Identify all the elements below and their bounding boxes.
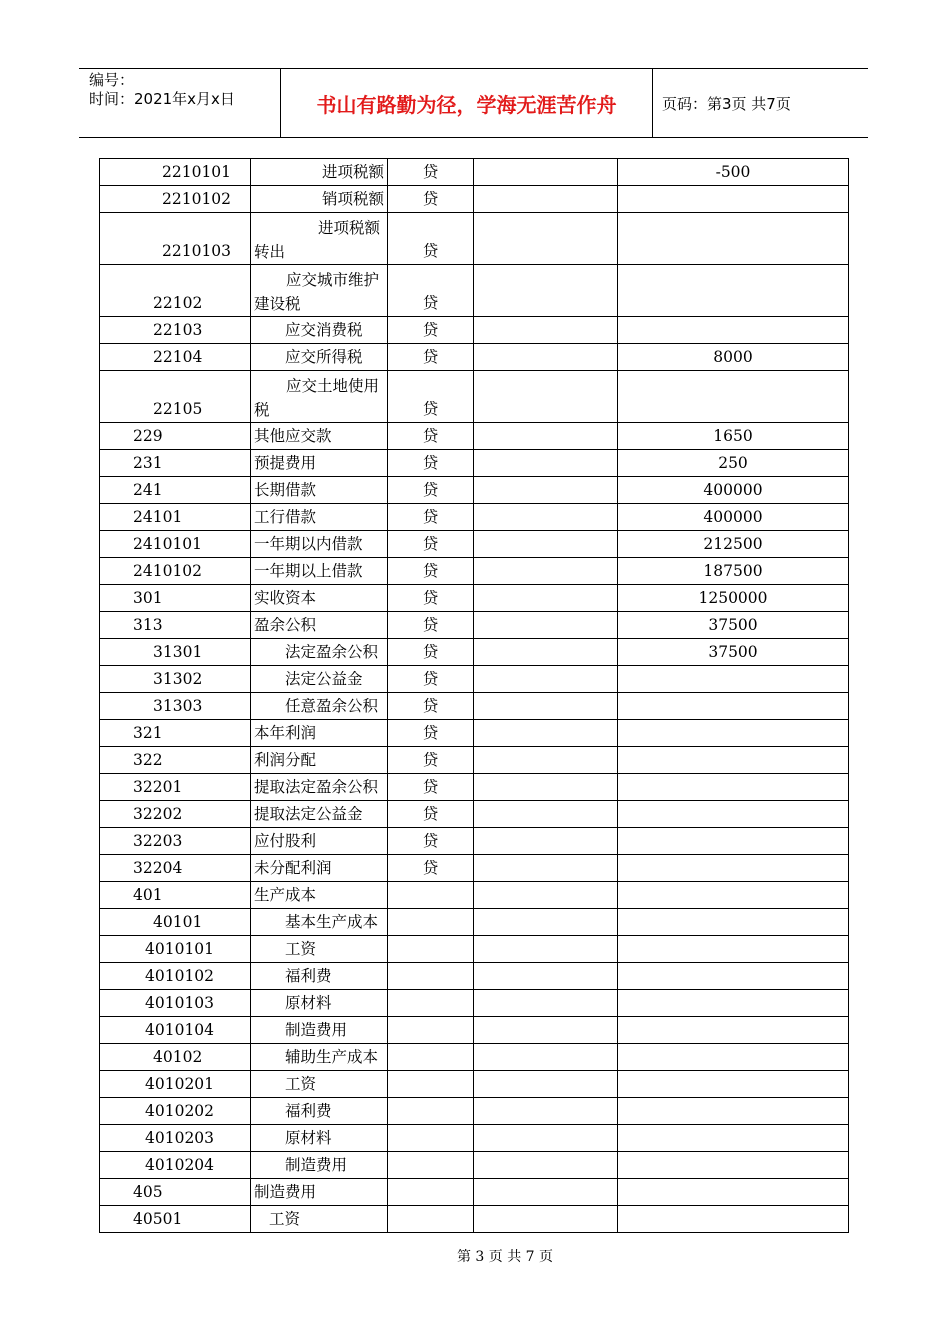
table-row xyxy=(100,774,849,801)
credit-amount: 1650 xyxy=(618,423,849,450)
account-code: 313 xyxy=(100,612,251,639)
credit-amount xyxy=(618,1152,849,1179)
account-code: 22104 xyxy=(100,344,251,371)
account-code: 241 xyxy=(100,477,251,504)
table-row xyxy=(100,265,849,317)
debit-amount xyxy=(474,801,618,828)
account-name: 原材料 xyxy=(251,1125,388,1152)
account-code: 231 xyxy=(100,450,251,477)
account-name: 应交消费税 xyxy=(251,317,388,344)
account-code: 4010201 xyxy=(100,1071,251,1098)
balance-direction: 贷 xyxy=(388,639,474,666)
balance-direction xyxy=(388,1044,474,1071)
credit-amount: 212500 xyxy=(618,531,849,558)
balance-direction: 贷 xyxy=(388,186,474,213)
table-row xyxy=(100,666,849,693)
balance-direction: 贷 xyxy=(388,612,474,639)
account-name-text: 进项税额转出 xyxy=(254,219,381,261)
account-name: 长期借款 xyxy=(251,477,388,504)
credit-amount xyxy=(618,828,849,855)
account-code: 24101 xyxy=(100,504,251,531)
balance-direction: 贷 xyxy=(388,213,474,265)
account-name: 实收资本 xyxy=(251,585,388,612)
account-code: 4010204 xyxy=(100,1152,251,1179)
account-code: 22102 xyxy=(100,265,251,317)
credit-amount xyxy=(618,936,849,963)
credit-amount xyxy=(618,774,849,801)
balance-direction xyxy=(388,1125,474,1152)
account-code: 2210103 xyxy=(100,213,251,265)
account-code: 2410102 xyxy=(100,558,251,585)
credit-amount xyxy=(618,317,849,344)
debit-amount xyxy=(474,936,618,963)
document-time-label: 时间：2021年x月x日 xyxy=(89,90,235,108)
table-row xyxy=(100,1044,849,1071)
balance-direction: 贷 xyxy=(388,774,474,801)
balance-direction: 贷 xyxy=(388,344,474,371)
table-row xyxy=(100,936,849,963)
table-row xyxy=(100,909,849,936)
account-name: 本年利润 xyxy=(251,720,388,747)
debit-amount xyxy=(474,855,618,882)
table-row xyxy=(100,159,849,186)
account-name: 福利费 xyxy=(251,963,388,990)
balance-direction xyxy=(388,1152,474,1179)
debit-amount xyxy=(474,450,618,477)
debit-amount xyxy=(474,585,618,612)
credit-amount xyxy=(618,909,849,936)
account-name: 提取法定公益金 xyxy=(251,801,388,828)
balance-direction: 贷 xyxy=(388,477,474,504)
credit-amount: 8000 xyxy=(618,344,849,371)
table-row xyxy=(100,1206,849,1233)
balance-direction xyxy=(388,936,474,963)
debit-amount xyxy=(474,747,618,774)
credit-amount xyxy=(618,693,849,720)
debit-amount xyxy=(474,1152,618,1179)
debit-amount xyxy=(474,774,618,801)
credit-amount xyxy=(618,747,849,774)
debit-amount xyxy=(474,213,618,265)
balance-direction: 贷 xyxy=(388,371,474,423)
account-name: 制造费用 xyxy=(251,1179,388,1206)
table-row xyxy=(100,1071,849,1098)
credit-amount xyxy=(618,1125,849,1152)
balance-direction: 贷 xyxy=(388,855,474,882)
credit-amount xyxy=(618,371,849,423)
account-code: 4010101 xyxy=(100,936,251,963)
header-page-info: 页码：第3页 共7页 xyxy=(662,95,791,113)
credit-amount: -500 xyxy=(618,159,849,186)
account-name: 进项税额 xyxy=(251,159,388,186)
credit-amount xyxy=(618,963,849,990)
account-name: 辅助生产成本 xyxy=(251,1044,388,1071)
table-row xyxy=(100,1098,849,1125)
table-row xyxy=(100,531,849,558)
balance-direction xyxy=(388,1206,474,1233)
debit-amount xyxy=(474,265,618,317)
account-code: 32204 xyxy=(100,855,251,882)
table-row xyxy=(100,1152,849,1179)
account-name: 法定公益金 xyxy=(251,666,388,693)
account-code: 405 xyxy=(100,1179,251,1206)
account-code: 22105 xyxy=(100,371,251,423)
credit-amount xyxy=(618,265,849,317)
balance-direction: 贷 xyxy=(388,747,474,774)
balance-direction xyxy=(388,1098,474,1125)
debit-amount xyxy=(474,317,618,344)
balance-direction: 贷 xyxy=(388,828,474,855)
credit-amount xyxy=(618,801,849,828)
debit-amount xyxy=(474,1206,618,1233)
account-name-text: 应交土地使用税 xyxy=(254,377,380,419)
header-divider xyxy=(652,69,653,137)
credit-amount: 37500 xyxy=(618,639,849,666)
balance-direction xyxy=(388,1017,474,1044)
debit-amount xyxy=(474,423,618,450)
table-row xyxy=(100,1179,849,1206)
credit-amount xyxy=(618,666,849,693)
account-code: 40501 xyxy=(100,1206,251,1233)
account-name: 应付股利 xyxy=(251,828,388,855)
table-row xyxy=(100,882,849,909)
credit-amount xyxy=(618,720,849,747)
debit-amount xyxy=(474,639,618,666)
debit-amount xyxy=(474,666,618,693)
account-name xyxy=(251,213,388,265)
account-name: 其他应交款 xyxy=(251,423,388,450)
account-code: 401 xyxy=(100,882,251,909)
account-code: 31301 xyxy=(100,639,251,666)
table-row xyxy=(100,450,849,477)
table-row xyxy=(100,990,849,1017)
account-code: 32201 xyxy=(100,774,251,801)
balance-direction: 贷 xyxy=(388,558,474,585)
debit-amount xyxy=(474,828,618,855)
account-code: 322 xyxy=(100,747,251,774)
credit-amount xyxy=(618,1098,849,1125)
debit-amount xyxy=(474,558,618,585)
credit-amount xyxy=(618,882,849,909)
account-name: 原材料 xyxy=(251,990,388,1017)
balance-direction: 贷 xyxy=(388,720,474,747)
account-code: 229 xyxy=(100,423,251,450)
debit-amount xyxy=(474,1098,618,1125)
balance-direction: 贷 xyxy=(388,450,474,477)
account-name: 预提费用 xyxy=(251,450,388,477)
account-name: 工资 xyxy=(251,936,388,963)
account-code: 4010103 xyxy=(100,990,251,1017)
debit-amount xyxy=(474,186,618,213)
account-name: 一年期以上借款 xyxy=(251,558,388,585)
balance-direction: 贷 xyxy=(388,504,474,531)
account-code: 2210101 xyxy=(100,159,251,186)
debit-amount xyxy=(474,612,618,639)
account-code: 4010102 xyxy=(100,963,251,990)
account-code: 22103 xyxy=(100,317,251,344)
credit-amount xyxy=(618,1017,849,1044)
table-row xyxy=(100,344,849,371)
account-name: 盈余公积 xyxy=(251,612,388,639)
debit-amount xyxy=(474,344,618,371)
credit-amount xyxy=(618,855,849,882)
debit-amount xyxy=(474,693,618,720)
table-row xyxy=(100,720,849,747)
balance-direction: 贷 xyxy=(388,531,474,558)
table-row xyxy=(100,558,849,585)
table-row xyxy=(100,828,849,855)
debit-amount xyxy=(474,1044,618,1071)
balance-direction xyxy=(388,1071,474,1098)
account-name: 制造费用 xyxy=(251,1017,388,1044)
account-name: 生产成本 xyxy=(251,882,388,909)
account-code: 4010203 xyxy=(100,1125,251,1152)
account-code: 32202 xyxy=(100,801,251,828)
table-row xyxy=(100,801,849,828)
balance-direction: 贷 xyxy=(388,159,474,186)
account-code: 4010104 xyxy=(100,1017,251,1044)
credit-amount: 1250000 xyxy=(618,585,849,612)
debit-amount xyxy=(474,1071,618,1098)
account-name xyxy=(251,265,388,317)
debit-amount xyxy=(474,720,618,747)
balance-direction xyxy=(388,909,474,936)
account-code: 4010202 xyxy=(100,1098,251,1125)
table-row xyxy=(100,477,849,504)
balance-direction: 贷 xyxy=(388,265,474,317)
accounts-table xyxy=(99,158,849,1233)
credit-amount: 400000 xyxy=(618,504,849,531)
credit-amount xyxy=(618,186,849,213)
document-number-label: 编号： xyxy=(89,71,135,89)
balance-direction: 贷 xyxy=(388,317,474,344)
account-code: 2210102 xyxy=(100,186,251,213)
debit-amount xyxy=(474,159,618,186)
balance-direction xyxy=(388,882,474,909)
credit-amount xyxy=(618,1071,849,1098)
table-row xyxy=(100,504,849,531)
account-name: 销项税额 xyxy=(251,186,388,213)
account-name xyxy=(251,371,388,423)
debit-amount xyxy=(474,477,618,504)
debit-amount xyxy=(474,1125,618,1152)
account-code: 40101 xyxy=(100,909,251,936)
debit-amount xyxy=(474,1017,618,1044)
account-name: 应交所得税 xyxy=(251,344,388,371)
account-code: 31303 xyxy=(100,693,251,720)
account-name: 法定盈余公积 xyxy=(251,639,388,666)
account-code: 32203 xyxy=(100,828,251,855)
debit-amount xyxy=(474,963,618,990)
table-row xyxy=(100,612,849,639)
page-footer: 第 3 页 共 7 页 xyxy=(456,1249,554,1265)
table-row xyxy=(100,747,849,774)
table-row xyxy=(100,213,849,265)
table-row xyxy=(100,639,849,666)
table-row xyxy=(100,1125,849,1152)
table-row xyxy=(100,1017,849,1044)
account-name: 制造费用 xyxy=(251,1152,388,1179)
debit-amount xyxy=(474,531,618,558)
debit-amount xyxy=(474,909,618,936)
credit-amount xyxy=(618,1206,849,1233)
table-row xyxy=(100,186,849,213)
balance-direction: 贷 xyxy=(388,666,474,693)
credit-amount: 250 xyxy=(618,450,849,477)
account-code: 2410101 xyxy=(100,531,251,558)
account-code: 31302 xyxy=(100,666,251,693)
credit-amount xyxy=(618,1044,849,1071)
table-row xyxy=(100,963,849,990)
account-name: 工行借款 xyxy=(251,504,388,531)
balance-direction xyxy=(388,963,474,990)
table-row xyxy=(100,317,849,344)
credit-amount: 187500 xyxy=(618,558,849,585)
credit-amount: 400000 xyxy=(618,477,849,504)
table-row xyxy=(100,371,849,423)
debit-amount xyxy=(474,1179,618,1206)
account-name: 一年期以内借款 xyxy=(251,531,388,558)
debit-amount xyxy=(474,882,618,909)
table-row xyxy=(100,855,849,882)
account-name: 福利费 xyxy=(251,1098,388,1125)
debit-amount xyxy=(474,504,618,531)
account-name: 工资 xyxy=(251,1071,388,1098)
debit-amount xyxy=(474,371,618,423)
page-header xyxy=(79,68,868,138)
table-row xyxy=(100,423,849,450)
balance-direction: 贷 xyxy=(388,693,474,720)
credit-amount: 37500 xyxy=(618,612,849,639)
balance-direction xyxy=(388,1179,474,1206)
account-name: 利润分配 xyxy=(251,747,388,774)
account-name: 未分配利润 xyxy=(251,855,388,882)
header-left xyxy=(89,71,235,109)
debit-amount xyxy=(474,990,618,1017)
account-name-text: 应交城市维护建设税 xyxy=(254,271,380,313)
balance-direction: 贷 xyxy=(388,801,474,828)
account-name: 任意盈余公积 xyxy=(251,693,388,720)
table-row xyxy=(100,693,849,720)
credit-amount xyxy=(618,990,849,1017)
credit-amount xyxy=(618,1179,849,1206)
header-motto: 书山有路勤为径，学海无涯苦作舟 xyxy=(316,93,617,117)
credit-amount xyxy=(618,213,849,265)
account-code: 301 xyxy=(100,585,251,612)
table-row xyxy=(100,585,849,612)
account-name: 工资 xyxy=(251,1206,388,1233)
balance-direction xyxy=(388,990,474,1017)
balance-direction: 贷 xyxy=(388,423,474,450)
account-code: 321 xyxy=(100,720,251,747)
balance-direction: 贷 xyxy=(388,585,474,612)
account-name: 基本生产成本 xyxy=(251,909,388,936)
account-code: 40102 xyxy=(100,1044,251,1071)
account-name: 提取法定盈余公积 xyxy=(251,774,388,801)
